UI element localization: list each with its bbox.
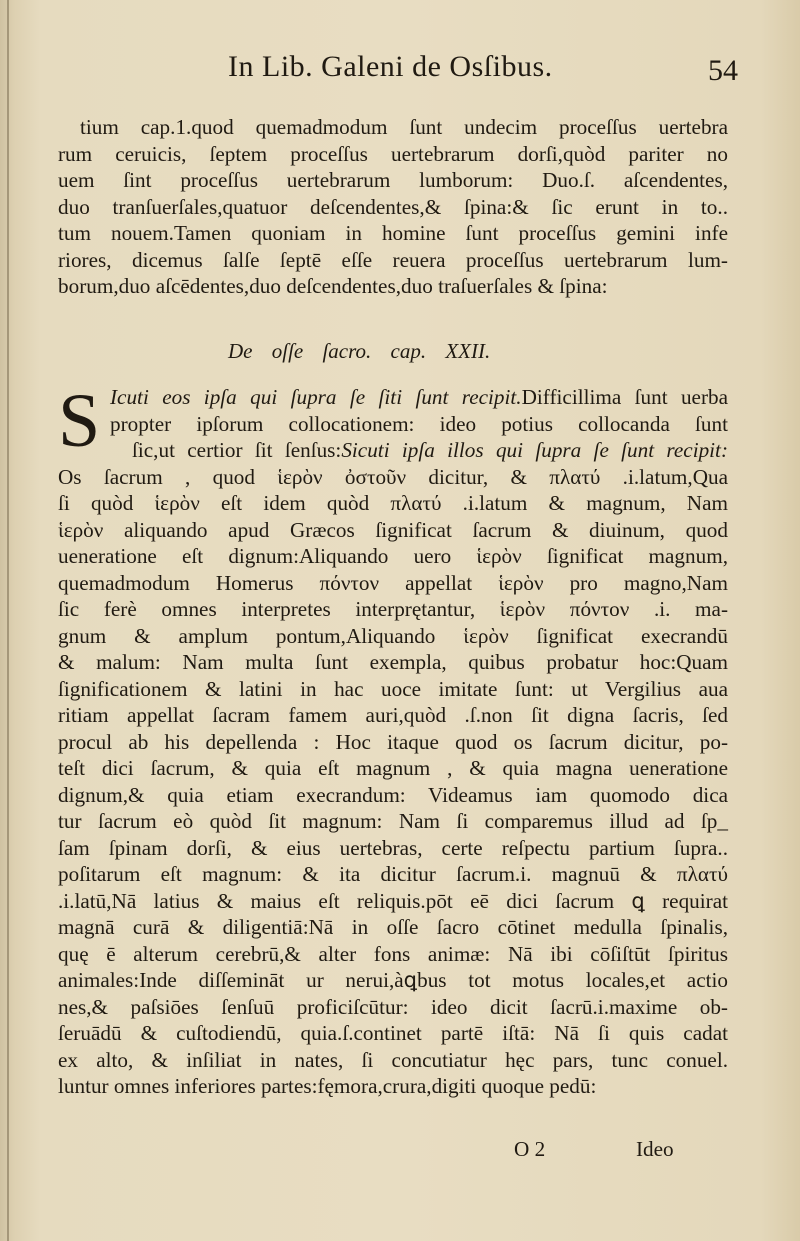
text-line: [58, 702, 728, 729]
roman-text: luntur omnes inferiores partes:fęmora,crura,digiti quoque pedū:: [58, 1074, 597, 1098]
text-line: [58, 517, 728, 544]
text-line: uem ſint proceſſus uertebrarum lumborum: Duo.ſ. aſcendentes,: [58, 168, 728, 192]
text-line: [58, 1073, 728, 1100]
roman-text: ſi quòd ἱερὸν eſt idem quòd πλατύ .i.latum & magnum, Nam: [58, 491, 728, 515]
text-line: [58, 914, 728, 941]
paragraph-de-osse-sacro: [58, 379, 728, 1100]
text-line: [58, 755, 728, 782]
roman-text: dignum,& quia etiam execrandum: Videamus iam quomodo dica: [58, 782, 728, 807]
roman-text: & malum: Nam multa ſunt exempla, quibus probatur hoc:Quam: [58, 650, 728, 674]
text-line: [58, 782, 728, 809]
text-line: borum,duo aſcēdentes,duo deſcendentes,duo traſuerſales & ſpina:: [58, 274, 608, 298]
text-line: tum nouem.Tamen quoniam in homine ſunt proceſſus gemini infe: [58, 221, 728, 245]
text-line: [58, 808, 728, 835]
catchword: Ideo: [636, 1137, 674, 1161]
italic-text: Sicuti ipſa illos qui ſupra ſe ſunt recipit:: [341, 438, 728, 462]
text-line: riores, dicemus ſalſe ſeptē eſſe reuera proceſſus uertebrarum lum-: [58, 247, 728, 272]
roman-text: ex alto, & inſiliat in nates, ſi concutiatur hęc pars, tunc conuel.: [58, 1047, 728, 1072]
roman-text: nes,& paſsiōes ſenſuū proficiſcūtur: ideo dicit ſacrū.i.maxime ob-: [58, 994, 728, 1019]
text-line: [58, 729, 728, 756]
text-line: [58, 1020, 728, 1047]
italic-text: Icuti eos ipſa qui ſupra ſe ſiti ſunt recipit.: [110, 385, 522, 409]
text-line: [58, 464, 728, 491]
text-line: [58, 941, 728, 968]
roman-text: ritiam appellat ſacram famem auri,quòd .ſ.non ſit digna ſacris, ſed: [58, 703, 728, 727]
running-head: In Lib. Galeni de Osſibus.: [228, 50, 553, 83]
folio-number: 54: [708, 54, 738, 87]
text-line: [58, 967, 728, 994]
section-heading: De oſſe ſacro. cap. XXII.: [228, 339, 491, 363]
text-line: [58, 676, 728, 703]
roman-text: ſic,ut certior ſit ſenſus:: [132, 438, 342, 462]
roman-text: magnā curā & diligentiā:Nā in oſſe ſacro cōtinet medulla ſpinalis,: [58, 915, 728, 939]
text-line: [58, 861, 728, 888]
text-line: [58, 490, 728, 517]
roman-text: gnum & amplum pontum,Aliquando ἱερὸν ſignificat execrandū: [58, 623, 728, 648]
text-line: tium cap.1.quod quemadmodum ſunt undecim proceſſus uertebra: [80, 115, 728, 139]
roman-text: propter ipſorum collocationem: ideo potius collocanda ſunt: [110, 411, 728, 436]
text-line: [58, 1047, 728, 1074]
roman-text: tur ſacrum eò quòd ſit magnum: Nam ſi comparemus illud ad ſp_: [58, 809, 728, 833]
roman-text: teſt dici ſacrum, & quia eſt magnum , & quia magna ueneratione: [58, 756, 728, 780]
roman-text: procul ab his depellenda : Hoc itaque quod os ſacrum dicitur, po-: [58, 729, 728, 754]
drop-cap: S: [58, 379, 101, 463]
roman-text: Os ſacrum , quod ἱερὸν ὀστοῦν dicitur, & πλατύ .i.latum,Qua: [58, 464, 728, 489]
text-line: [58, 437, 728, 464]
text-line: [58, 543, 728, 570]
text-line: [58, 994, 728, 1021]
roman-text: quemadmodum Homerus πόντον appellat ἱερὸν pro magno,Nam: [58, 570, 728, 595]
gutter-edge: [7, 0, 9, 1241]
text-line: [58, 649, 728, 676]
roman-text: Difficillima ſunt uerba: [521, 385, 728, 409]
page-header: [0, 48, 800, 98]
text-line: [58, 411, 728, 438]
paragraph-continuation: [58, 114, 728, 300]
page-footer: [0, 1137, 800, 1167]
roman-text: .i.latū,Nā latius & maius eſt reliquis.pōt eē dici ſacrum ꝗ requirat: [58, 888, 728, 913]
roman-text: quę ē alterum cerebrū,& alter fons animæ: Nā ibi cōſiſtūt ſpiritus: [58, 941, 728, 966]
text-line: [58, 835, 728, 862]
roman-text: ueneratione eſt dignum:Aliquando uero ἱερὸν ſignificat magnum,: [58, 544, 728, 568]
roman-text: poſitarum eſt magnum: & ita dicitur ſacrum.i. magnuū & πλατύ: [58, 862, 728, 886]
text-line: [58, 888, 728, 915]
roman-text: ſignificationem & latini in hac uoce imitate ſunt: ut Vergilius aua: [58, 676, 728, 701]
text-line: [58, 623, 728, 650]
roman-text: ſic ferè omnes interpretes interprętantur, ἱερὸν πόντον .i. ma-: [58, 597, 728, 621]
text-line: rum ceruicis, ſeptem proceſſus uertebrarum dorſi,quòd pariter no: [58, 141, 728, 166]
roman-text: animales:Inde diſſemināt ur nerui,àꝗbus tot motus locales,et actio: [58, 968, 728, 992]
roman-text: ſeruādū & cuſtodiendū, quia.ſ.continet partē iſtā: Nā ſi quis cadat: [58, 1021, 728, 1045]
roman-text: ſam ſpinam dorſi, & eius uertebras, certe reſpectu partium ſupra..: [58, 835, 728, 860]
text-line: [58, 384, 728, 411]
roman-text: ἱερὸν aliquando apud Græcos ſignificat ſacrum & diuinum, quod: [58, 517, 728, 542]
text-line: duo tranſuerſales,quatuor deſcendentes,& ſpina:& ſic erunt in to..: [58, 194, 728, 219]
text-line: [58, 596, 728, 623]
text-line: [58, 570, 728, 597]
signature-mark: O 2: [514, 1137, 546, 1161]
